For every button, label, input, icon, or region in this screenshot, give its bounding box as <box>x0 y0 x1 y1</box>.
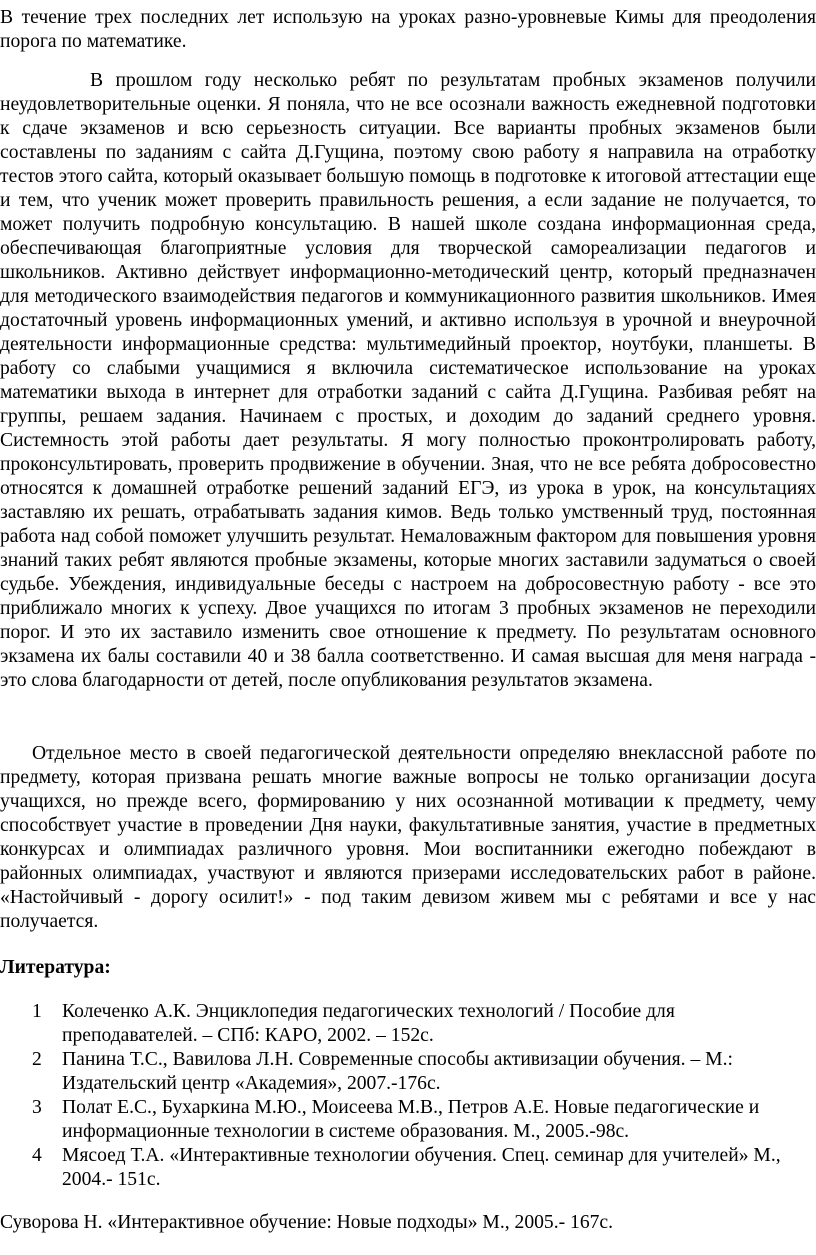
reference-number: 3 <box>32 1097 42 1118</box>
reference-item <box>0 1000 798 1048</box>
reference-text: Полат Е.С., Бухаркина М.Ю., Моисеева М.В., Петров А.Е. Новые педагогические и информационные технологии в системе образования. М., 2005.-98с. <box>62 1097 760 1142</box>
paragraph-main: В прошлом году несколько ребят по результатам пробных экзаменов получили неудовлетворительные оценки. Я поняла, что не все осознали важность ежедневной подготовки к сдаче экзаменов и всю серьезность ситуации. Все варианты пробных экзаменов были составлены по заданиям с сайта Д.Гущина, поэтому свою работу я направила на отработку тестов этого сайта, который оказывает большую помощь в подготовке к итоговой аттестации еще и тем, что ученик может проверить правильность решения, а если задание не получается, то может получить подробную консультацию. В нашей школе создана информационная среда, обеспечивающая благоприятные условия для творческой самореализации педагогов и школьников. Активно действует информационно-методический центр, который предназначен для методического взаимодействия педагогов и коммуникационного развития школьников. Имея достаточный уровень информационных умений, и активно используя в урочной и внеурочной деятельности информационные средства: мультимедийный проектор, ноутбуки, планшеты. В работу со слабыми учащимися я включила систематическое использование на уроках математики выхода в интернет для отработки заданий с сайта Д.Гущина. Разбивая ребят на группы, решаем задания. Начинаем с простых, и доходим до заданий среднего уровня. Системность этой работы дает результаты. Я могу полностью проконтролировать работу, проконсультировать, проверить продвижение в обучении. Зная, что не все ребята добросовестно относятся к домашней отработке решений заданий ЕГЭ, из урока в урок, на консультациях заставляю их решать, отрабатывать задания кимов. Ведь только умственный труд, постоянная работа над собой поможет улучшить результат. Немаловажным фактором для повышения уровня знаний таких ребят являются пробные экзамены, которые многих заставили задуматься о своей судьбе. Убеждения, индивидуальные беседы с настроем на добросовестную работу - все это приближало многих к успеху. Двое учащихся по итогам 3 пробных экзаменов не переходили порог. И это их заставило изменить свое отношение к предмету. По результатам основного экзамена их балы составили 40 и 38 балла соответственно. И самая высшая для меня награда - это слова благодарности от детей, после опубликования результатов экзамена. <box>0 70 816 691</box>
reference-item <box>0 1048 798 1096</box>
reference-text: Мясоед Т.А. «Интерактивные технологии обучения. Спец. семинар для учителей» М., 2004.- 151с. <box>62 1145 781 1190</box>
reference-number: 4 <box>32 1145 42 1166</box>
references-heading: Литература: <box>0 957 111 978</box>
reference-number: 2 <box>32 1049 42 1070</box>
reference-item <box>0 1096 798 1144</box>
reference-number: 1 <box>32 1001 42 1022</box>
paragraph-intro: В течение трех последних лет использую на уроках разно-уровневые Кимы для преодоления порога по математике. <box>0 7 816 52</box>
reference-item <box>0 1144 798 1192</box>
paragraph-extracurricular: Отдельное место в своей педагогической деятельности определяю внеклассной работе по предмету, которая призвана решать многие важные вопросы не только организации досуга учащихся, но прежде всего, формированию у них осознанной мотивации к предмету, чему способствует участие в проведении Дня науки, факультативные занятия, участие в предметных конкурсах и олимпиадах различного уровня. Мои воспитанники ежегодно побеждают в районных олимпиадах, участвуют и являются призерами исследовательских работ в районе. «Настойчивый - дорогу осилит!» - под таким девизом живем мы с ребятами и все у нас получается. <box>0 743 816 932</box>
reference-text: Колеченко А.К. Энциклопедия педагогических технологий / Пособие для преподавателей. – СПб: КАРО, 2002. – 152с. <box>62 1001 675 1046</box>
references-list <box>0 1000 816 1192</box>
trailing-reference: Суворова Н. «Интерактивное обучение: Новые подходы» М., 2005.- 167с. <box>0 1212 614 1233</box>
reference-text: Панина Т.С., Вавилова Л.Н. Современные способы активизации обучения. – М.: Издательский центр «Академия», 2007.-176с. <box>62 1049 733 1094</box>
